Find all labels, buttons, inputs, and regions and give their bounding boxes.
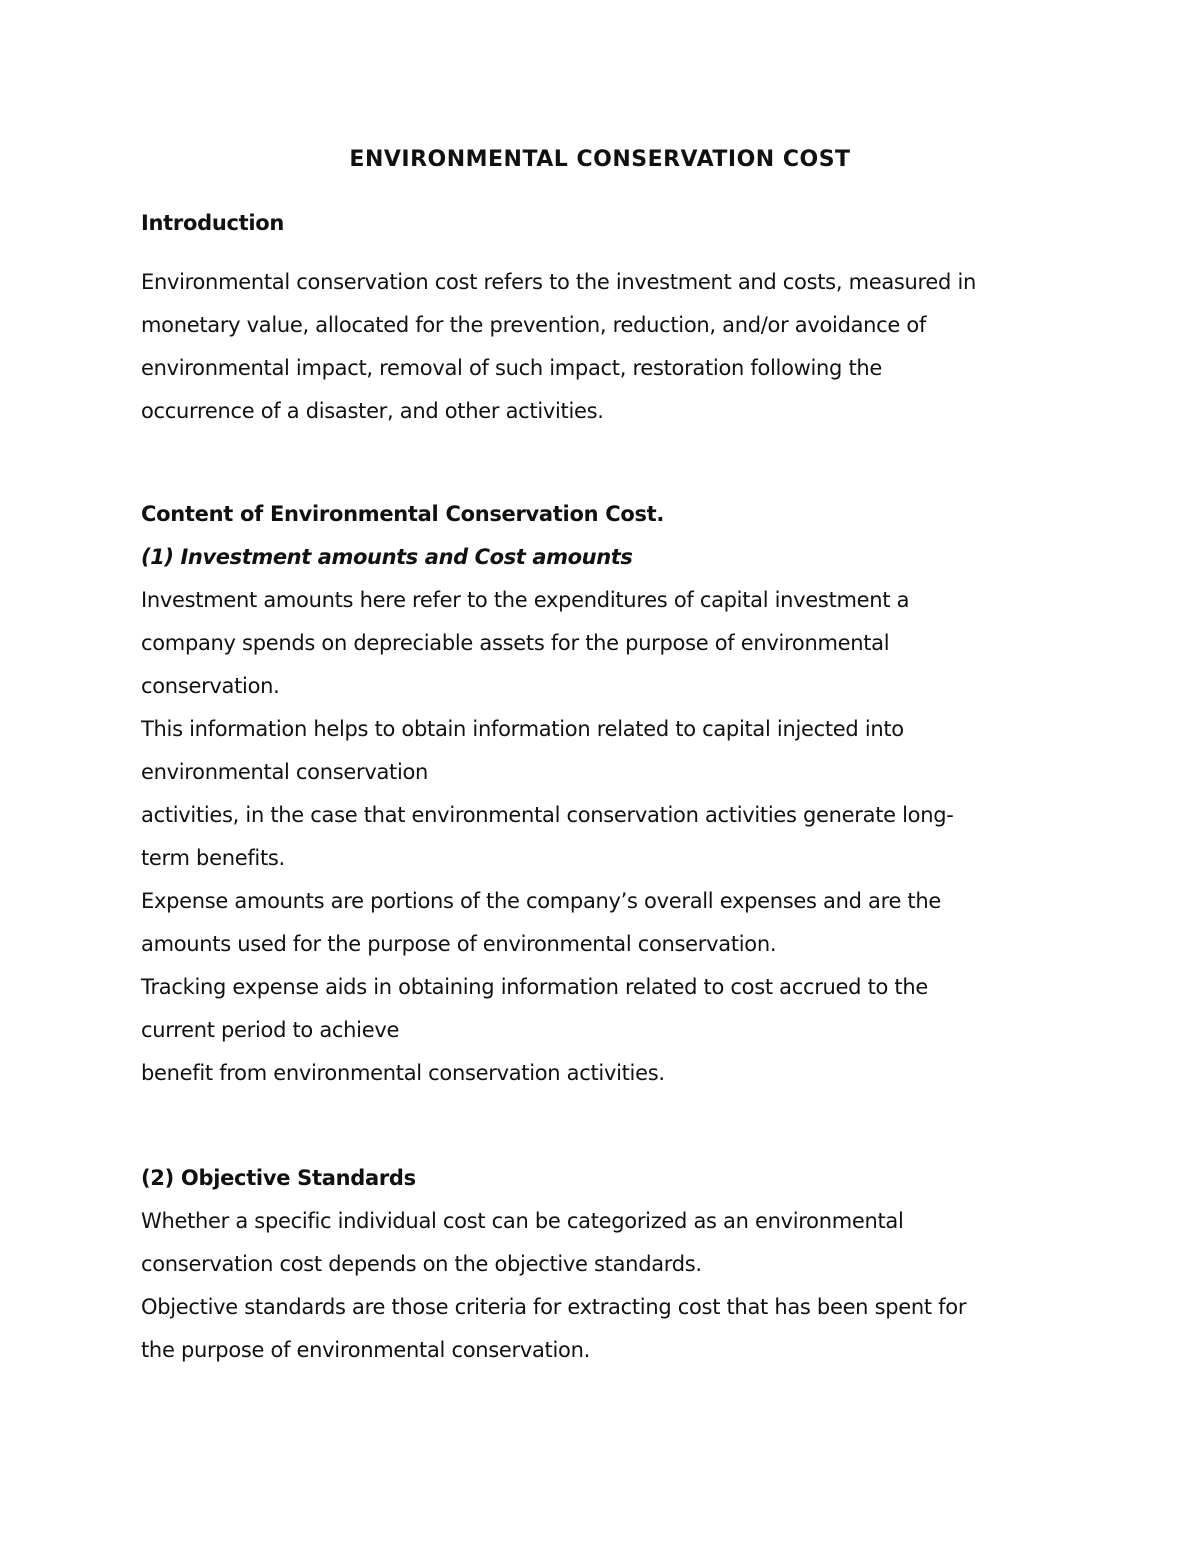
paragraph-line: environmental conservation: [141, 760, 429, 784]
paragraph-line: This information helps to obtain information related to capital injected into: [141, 717, 904, 741]
paragraph-line: current period to achieve: [141, 1018, 400, 1042]
paragraph-line: conservation.: [141, 674, 280, 698]
paragraph-line: term benefits.: [141, 846, 285, 870]
introduction-heading: Introduction: [141, 211, 285, 235]
paragraph-line: Expense amounts are portions of the company’s overall expenses and are the: [141, 889, 942, 913]
content-section: [141, 493, 1071, 1095]
introduction-section: [141, 202, 1071, 245]
paragraph-line: the purpose of environmental conservation.: [141, 1338, 590, 1362]
paragraph-line: benefit from environmental conservation activities.: [141, 1061, 665, 1085]
paragraph-line: amounts used for the purpose of environmental conservation.: [141, 932, 777, 956]
paragraph-line: occurrence of a disaster, and other activities.: [141, 399, 604, 423]
content-heading: Content of Environmental Conservation Cost.: [141, 502, 665, 526]
paragraph-line: Environmental conservation cost refers to the investment and costs, measured in: [141, 270, 977, 294]
objective-standards-section: [141, 1157, 1071, 1372]
investment-subheading: (1) Investment amounts and Cost amounts: [141, 545, 633, 569]
objective-standards-heading: (2) Objective Standards: [141, 1166, 416, 1190]
document-title: ENVIRONMENTAL CONSERVATION COST: [349, 147, 851, 172]
paragraph-line: conservation cost depends on the objective standards.: [141, 1252, 702, 1276]
paragraph-line: Objective standards are those criteria for extracting cost that has been spent for: [141, 1295, 967, 1319]
paragraph-line: activities, in the case that environmental conservation activities generate long-: [141, 803, 954, 827]
introduction-paragraph: [141, 261, 1071, 433]
paragraph-line: monetary value, allocated for the prevention, reduction, and/or avoidance of: [141, 313, 927, 337]
paragraph-line: Whether a specific individual cost can be categorized as an environmental: [141, 1209, 904, 1233]
paragraph-line: Tracking expense aids in obtaining information related to cost accrued to the: [141, 975, 929, 999]
paragraph-line: Investment amounts here refer to the expenditures of capital investment a: [141, 588, 910, 612]
paragraph-line: environmental impact, removal of such impact, restoration following the: [141, 356, 883, 380]
paragraph-line: company spends on depreciable assets for the purpose of environmental: [141, 631, 890, 655]
